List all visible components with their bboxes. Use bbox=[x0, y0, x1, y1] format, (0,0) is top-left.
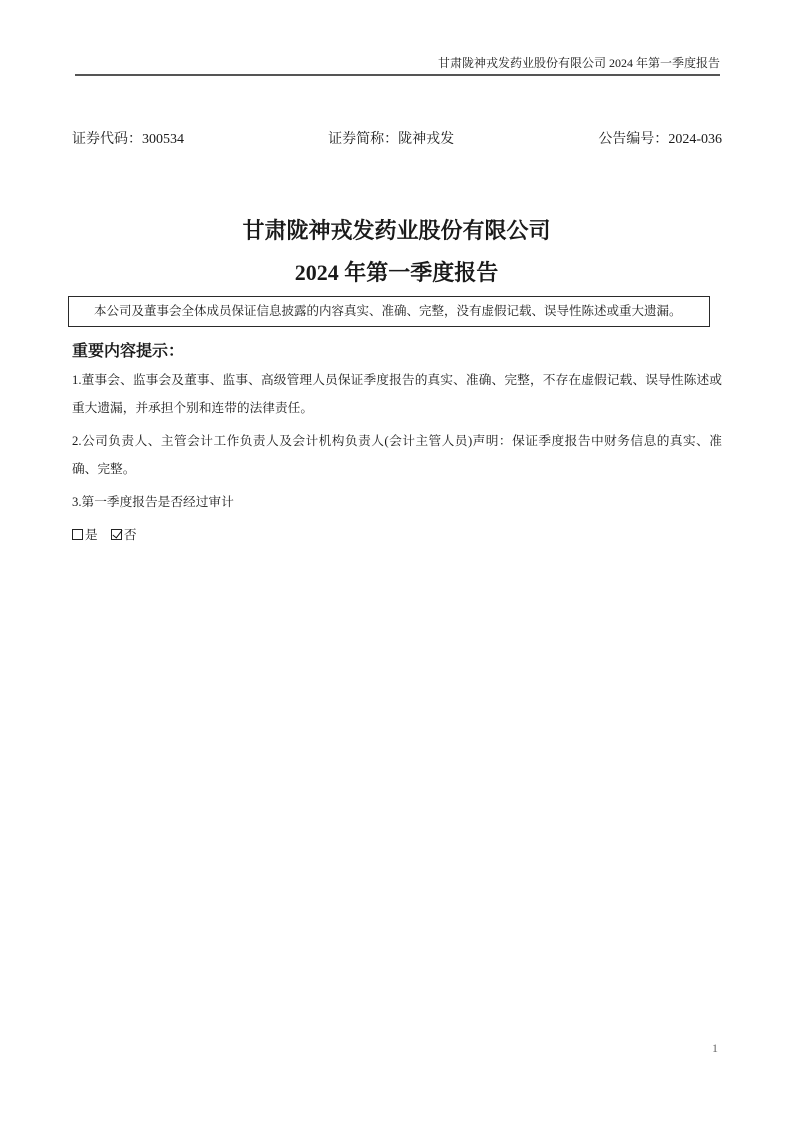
paragraph-2: 2.公司负责人、主管会计工作负责人及会计机构负责人(会计主管人员)声明：保证季度报告中财务信息的真实、准确、完整。 bbox=[72, 434, 722, 476]
paragraph-3-audit-question: 3.第一季度报告是否经过审计 bbox=[72, 495, 234, 509]
announcement-number bbox=[598, 131, 722, 148]
important-notice-heading: 重要内容提示： bbox=[72, 343, 185, 360]
statement-text: 本公司及董事会全体成员保证信息披露的内容真实、准确、完整，没有虚假记载、误导性陈述或重大遗漏。 bbox=[94, 304, 682, 318]
paragraph-1: 1.董事会、监事会及董事、监事、高级管理人员保证季度报告的真实、准确、完整，不存在虚假记载、误导性陈述或重大遗漏，并承担个别和连带的法律责任。 bbox=[72, 373, 722, 415]
announcement-number-label: 公告编号： bbox=[598, 132, 669, 147]
report-title-line2: 2024 年第一季度报告 bbox=[294, 260, 499, 285]
audit-option-no-label: 否 bbox=[123, 528, 137, 542]
audit-option-yes-label: 是 bbox=[85, 528, 98, 542]
report-title bbox=[0, 210, 793, 294]
stock-short-name bbox=[328, 131, 454, 148]
checkbox-no-icon bbox=[111, 529, 122, 540]
running-header: 甘肃陇神戎发药业股份有限公司 2024 年第一季度报告 bbox=[75, 56, 720, 76]
audit-option-no bbox=[111, 528, 137, 542]
checkbox-yes-icon bbox=[72, 529, 83, 540]
info-bar bbox=[72, 131, 722, 148]
stock-short-name-value: 陇神戎发 bbox=[398, 132, 455, 147]
audit-answer-line bbox=[72, 521, 722, 549]
stock-code-value: 300534 bbox=[142, 132, 184, 147]
audit-option-yes bbox=[72, 528, 98, 542]
stock-short-name-label: 证券简称： bbox=[328, 132, 399, 147]
page-number: 1 bbox=[712, 1041, 718, 1055]
announcement-number-value: 2024-036 bbox=[668, 132, 722, 147]
statement-box bbox=[68, 296, 710, 327]
stock-code-label: 证券代码： bbox=[72, 132, 142, 147]
report-title-line1: 甘肃陇神戎发药业股份有限公司 bbox=[242, 218, 551, 243]
stock-code bbox=[72, 131, 184, 148]
